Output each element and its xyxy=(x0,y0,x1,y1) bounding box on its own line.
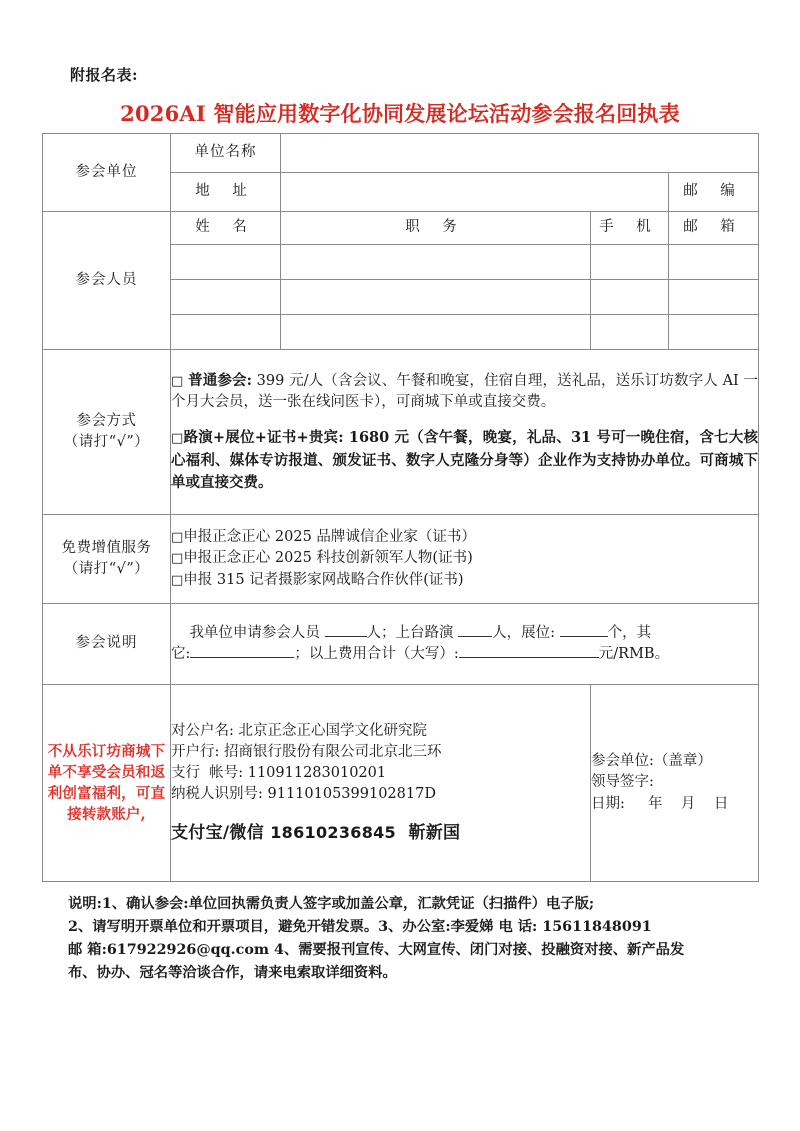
bank-name-value: 招商银行股份有限公司北京北三环 xyxy=(219,743,442,760)
notes-line-1 xyxy=(171,623,758,644)
table-row-participation-notes xyxy=(43,604,759,685)
footer-line-3: 邮 箱:617922926@qq.com 4、需要报刊宣传、大网宣传、闭门对接、投融资对接、新产品发 xyxy=(68,942,685,959)
column-header-title: 职 务 xyxy=(281,212,591,245)
input-address[interactable] xyxy=(281,173,669,212)
table-row-unit-name xyxy=(43,134,759,173)
method-option-standard-text: 399 元/人（含会议、午餐和晚宴，住宿自理，送礼品，送乐订坊数字人 AI 一个月大会员，送一张在线问医卡），可商城下单或直接交费。 xyxy=(171,373,758,411)
signature-leader-label[interactable]: 领导签字: xyxy=(591,774,654,791)
notes-text-c: 人，展位: xyxy=(492,624,556,641)
table-row-payment xyxy=(43,685,759,882)
row-label-unit: 参会单位 xyxy=(43,134,171,212)
input-attendee-name[interactable] xyxy=(171,245,281,280)
row-label-method xyxy=(43,350,171,515)
bank-account-no-label: 帐号: xyxy=(209,764,244,781)
input-unit-name[interactable] xyxy=(281,134,759,173)
bank-details xyxy=(171,685,591,882)
checkbox-icon[interactable]: □ xyxy=(171,431,184,447)
service-option-label: 申报 315 记者摄影家网战略合作伙伴(证书) xyxy=(183,571,464,588)
method-option-vip-text: 1680 元（含午餐，晚宴，礼品、31 号可一晚住宿，含七大核心福利、媒体专访报道、颁发证书、数字人克隆分身等）企业作为支持协办单位。可商城下单或直接交费。 xyxy=(171,429,758,491)
input-other[interactable] xyxy=(190,657,294,658)
bank-taxid-label: 纳税人识别号: xyxy=(171,785,263,802)
mobile-payment-label: 支付宝/微信 xyxy=(171,822,265,843)
service-option-label: 申报正念正心 2025 品牌诚信企业家（证书） xyxy=(183,529,476,546)
signature-block xyxy=(591,685,759,882)
column-header-mobile: 手 机 xyxy=(591,212,669,245)
input-total-amount[interactable] xyxy=(459,657,599,658)
input-attendee-title[interactable] xyxy=(281,315,591,350)
label-address: 地 址 xyxy=(171,173,281,212)
method-option-standard-title: 普通参会: xyxy=(188,372,252,390)
table-row-attendee-header xyxy=(43,212,759,245)
bank-account-no xyxy=(171,763,590,784)
input-attendee-title[interactable] xyxy=(281,245,591,280)
bank-branch-label: 支行 xyxy=(171,764,200,781)
input-attendee-name[interactable] xyxy=(171,280,281,315)
input-attendee-mobile[interactable] xyxy=(591,245,669,280)
column-header-name: 姓 名 xyxy=(171,212,281,245)
input-attendee-email[interactable] xyxy=(669,315,759,350)
input-attendee-count[interactable] xyxy=(325,636,367,637)
method-option-vip-title: 路演+展位+证书+贵宾: xyxy=(183,429,344,447)
mobile-payment-person: 靳新国 xyxy=(408,822,461,843)
checkbox-icon[interactable]: □ xyxy=(171,530,184,546)
bank-account-name xyxy=(171,721,590,742)
service-option-label: 申报正念正心 2025 科技创新领军人物(证书) xyxy=(183,550,473,567)
payment-warning: 不从乐订坊商城下单不享受会员和返利创富福利，可直接转款账户, xyxy=(43,685,171,882)
signature-date-day: 日 xyxy=(713,795,729,812)
notes-text-rmb: 元/RMB。 xyxy=(598,646,670,662)
label-unit-name: 单位名称 xyxy=(171,134,281,173)
signature-date-year: 年 xyxy=(647,795,663,812)
service-option[interactable] xyxy=(171,548,758,569)
service-option[interactable] xyxy=(171,570,758,591)
mobile-payment-line xyxy=(171,821,590,846)
footer-line-1: 说明:1、确认参会:单位回执需负责人签字或加盖公章，汇款凭证（扫描件）电子版; xyxy=(68,896,595,912)
bank-name-label: 开户行: xyxy=(171,743,220,760)
label-zip: 邮 编 xyxy=(669,173,759,212)
row-label-notes: 参会说明 xyxy=(43,604,171,685)
bank-name xyxy=(171,742,590,763)
row-label-services-line2: （请打“√”） xyxy=(63,561,150,577)
notes-text-d: 个，其 xyxy=(607,624,652,641)
row-label-attendees: 参会人员 xyxy=(43,212,171,350)
registration-form-table xyxy=(42,133,759,882)
signature-date-month: 月 xyxy=(680,795,696,812)
notes-text-other: 它: xyxy=(171,646,191,662)
input-attendee-name[interactable] xyxy=(171,315,281,350)
footer-line-4: 布、协办、冠名等洽谈合作，请来电索取详细资料。 xyxy=(68,965,397,982)
attachment-label: 附报名表: xyxy=(70,66,139,84)
bank-account-name-value: 北京正念正心国学文化研究院 xyxy=(233,722,427,739)
footer-notes xyxy=(68,893,768,986)
notes-text-total: ；以上费用合计（大写）: xyxy=(294,646,459,662)
row-label-method-line1: 参会方式 xyxy=(76,412,137,429)
checkbox-icon[interactable]: □ xyxy=(171,572,184,588)
input-roadshow-count[interactable] xyxy=(458,636,492,637)
input-attendee-email[interactable] xyxy=(669,245,759,280)
signature-date-label: 日期: xyxy=(591,795,625,812)
table-row-participation-method xyxy=(43,350,759,515)
service-option[interactable] xyxy=(171,527,758,548)
notes-text-a: 我单位申请参会人员 xyxy=(189,624,320,641)
signature-date-row[interactable] xyxy=(591,794,758,815)
footer-line-2: 2、请写明开票单位和开票项目，避免开错发票。3、办公室:李爱娣 电 话: 15611848091 xyxy=(68,919,652,936)
notes-content xyxy=(171,604,759,685)
table-row-free-services xyxy=(43,515,759,604)
method-options xyxy=(171,350,759,515)
bank-taxid-value: 91110105399102817D xyxy=(262,785,436,802)
input-attendee-mobile[interactable] xyxy=(591,280,669,315)
column-header-email: 邮 箱 xyxy=(669,212,759,245)
row-label-services xyxy=(43,515,171,604)
row-label-method-line2: （请打“√”） xyxy=(63,434,150,450)
input-attendee-mobile[interactable] xyxy=(591,315,669,350)
checkbox-icon[interactable]: □ xyxy=(171,374,184,390)
bank-account-name-label: 对公户名: xyxy=(171,722,234,739)
bank-taxid xyxy=(171,784,590,805)
input-booth-count[interactable] xyxy=(560,636,608,637)
input-attendee-title[interactable] xyxy=(281,280,591,315)
mobile-payment-number: 18610236845 xyxy=(270,822,396,842)
checkbox-icon[interactable]: □ xyxy=(171,551,184,567)
notes-text-b: 人；上台路演 xyxy=(366,624,454,641)
page-title: 2026AI 智能应用数字化协同发展论坛活动参会报名回执表 xyxy=(120,101,680,126)
services-options xyxy=(171,515,759,604)
input-attendee-email[interactable] xyxy=(669,280,759,315)
method-option-vip[interactable] xyxy=(171,427,758,493)
row-label-services-line1: 免费增值服务 xyxy=(61,539,152,556)
method-option-standard[interactable] xyxy=(171,370,758,413)
bank-account-no-value: 110911283010201 xyxy=(243,764,387,781)
notes-line-2 xyxy=(171,644,758,665)
signature-unit-label: 参会单位:（盖章） xyxy=(591,753,712,770)
